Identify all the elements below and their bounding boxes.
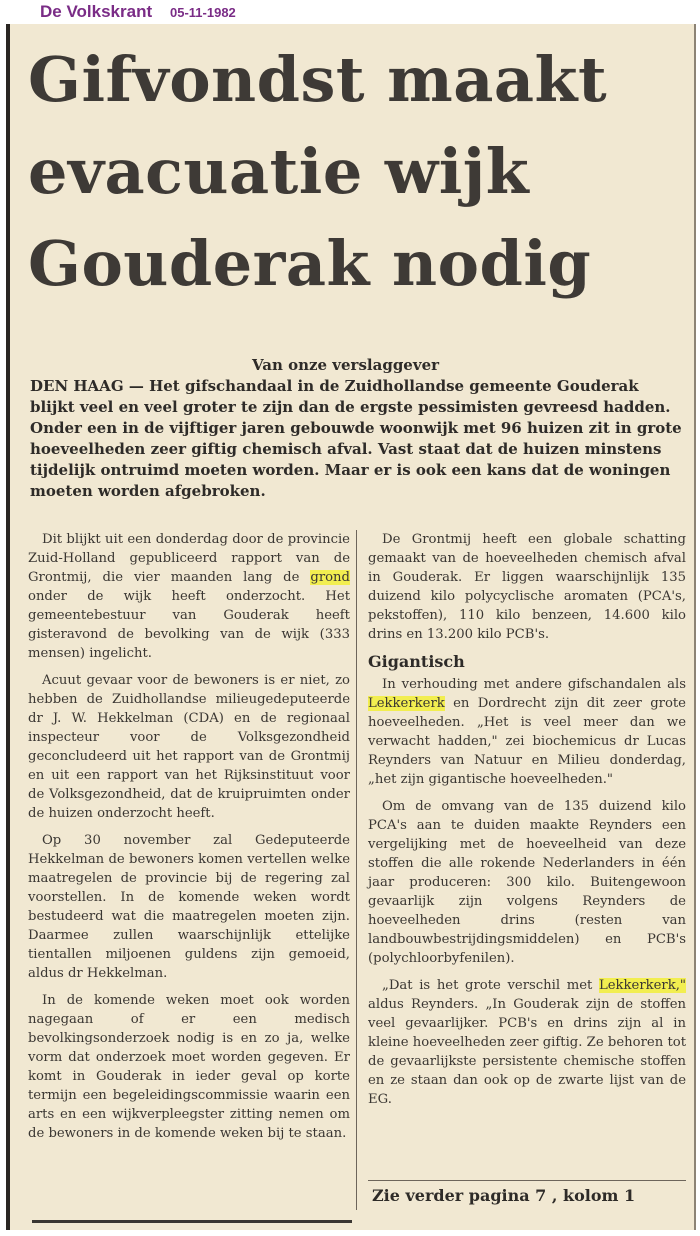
bottom-rule (32, 1220, 352, 1223)
publication-date: 05-11-1982 (170, 5, 236, 20)
column-divider (356, 530, 357, 1210)
right-p2-text-b: en Dordrecht zijn dit zeer grote hoeveelheden. „Het is veel meer dan we verwacht hadden," zei biochemicus dr Lucas Reynders van Natuur en Milieu donderdag, „het zijn gigantische hoeveelheden." (368, 696, 686, 787)
lead-paragraph (30, 376, 688, 502)
right-paragraph-1: De Grontmij heeft een globale schatting gemaakt van de hoeveelheden chemisch afval in Gouderak. Er liggen waarschijnlijk 135 duizend kilo polycyclische aromaten (PCA's, pekstoffen), 110 kilo benzeen, 14.600 kilo drins en 13.200 kilo PCB's. (368, 532, 686, 642)
right-paragraph-2 (368, 675, 686, 789)
continuation-note: Zie verder pagina 7 , kolom 1 (372, 1186, 636, 1205)
right-p4-text-a: „Dat is het grote verschil met (382, 978, 599, 993)
newspaper-name: De Volkskrant (40, 2, 153, 21)
right-p4-text-b: aldus Reynders. „In Gouderak zijn de stoffen veel gevaarlijker. PCB's en drins zijn al in kleine hoeveelheden zeer giftig. Ze behoren tot de gevaarlijkste persistente chemische stoffen en ze staan dan ook op de zwarte lijst van de EG. (368, 997, 686, 1107)
right-paragraph-3: Om de omvang van de 135 duizend kilo PCA's aan te duiden maakte Reynders een vergelijking met de hoeveelheid van deze stoffen die alle rokende Nederlanders in één jaar produceren: 300 kilo. Buitengewoon gevaarlijk zijn volgens Reynders de hoeveelheden drins (resten van landbouwbestrijdingsmiddelen) en PCB's (polychloorbyfenilen). (368, 799, 686, 966)
left-paragraph-2: Acuut gevaar voor de bewoners is er niet, zo hebben de Zuidhollandse milieugedeputeerde dr J. W. Hekkelman (CDA) en de regionaal inspecteur voor de Volksgezondheid geconcludeerd uit het rapport van de Grontmij en uit een rapport van het Rijksinstituut voor de Volksgezondheid, dat de kruipruimten onder de huizen onderzocht heeft. (28, 673, 350, 821)
continuation-rule (368, 1180, 686, 1181)
left-p1-text-a: Dit blijkt uit een donderdag door de provincie Zuid-Holland gepubliceerd rapport van de Grontmij, die vier maanden lang de (28, 532, 350, 585)
right-p2-text-a: In verhouding met andere gifschandalen als (382, 677, 686, 692)
left-paragraph-4: In de komende weken moet ook worden nagegaan of er een medisch bevolkingsonderzoek nodig is en zo ja, welke vorm dat onderzoek moet worden gegeven. Er komt in Gouderak in ieder geval op korte termijn een begeleidingscommissie waarin een arts en een wijkverpleegster zitting nemen om de bewoners in de komende weken bij te staan. (28, 993, 350, 1141)
headline-line-3: Gouderak nodig (28, 227, 592, 300)
clipping-left-edge (6, 24, 10, 1230)
highlighted-word-grond: grond (310, 570, 350, 585)
headline-line-1: Gifvondst maakt (28, 43, 608, 116)
highlighted-word-lekkerkerk: Lekkerkerk (368, 696, 445, 711)
subheading-gigantisch: Gigantisch (368, 652, 465, 671)
masthead (0, 0, 700, 24)
byline: Van onze verslaggever (252, 356, 440, 374)
right-column (368, 530, 686, 1117)
headline (28, 34, 688, 310)
left-paragraph-3: Op 30 november zal Gedeputeerde Hekkelman de bewoners komen vertellen welke maatregelen de provincie bij de regering zal voorstellen. In de komende weken wordt bestudeerd wat die maatregelen moeten zijn. Daarmee zullen waarschijnlijk ettelijke tientallen miljoenen guldens zijn gemoeid, aldus dr Hekkelman. (28, 833, 350, 981)
highlighted-word-lekkerkerk-2: Lekkerkerk," (598, 978, 686, 993)
left-column (28, 530, 350, 1151)
clipping-right-edge (694, 24, 696, 1230)
left-p1-text-b: onder de wijk heeft onderzocht. Het gemeentebestuur van Gouderak heeft gisteravond de bevolking van de wijk (333 mensen) ingelicht. (28, 589, 350, 661)
headline-line-2: evacuatie wijk (28, 135, 530, 208)
left-paragraph-1 (28, 530, 350, 663)
right-paragraph-4 (368, 976, 686, 1109)
lead-text: Het gifschandaal in de Zuidhollandse gemeente Gouderak blijkt veel en veel groter te zijn dan de ergste pessimisten gevreesd hadden. Onder een in de vijftiger jaren gebouwde woonwijk met 96 huizen zit in grote hoeveelheden zeer giftig chemisch afval. Vast staat dat de huizen minstens tijdelijk ontruimd moeten worden. Maar er is ook een kans dat de woningen moeten worden afgebroken. (30, 377, 682, 500)
dateline: DEN HAAG — (30, 377, 144, 395)
newspaper-clipping (6, 24, 696, 1230)
